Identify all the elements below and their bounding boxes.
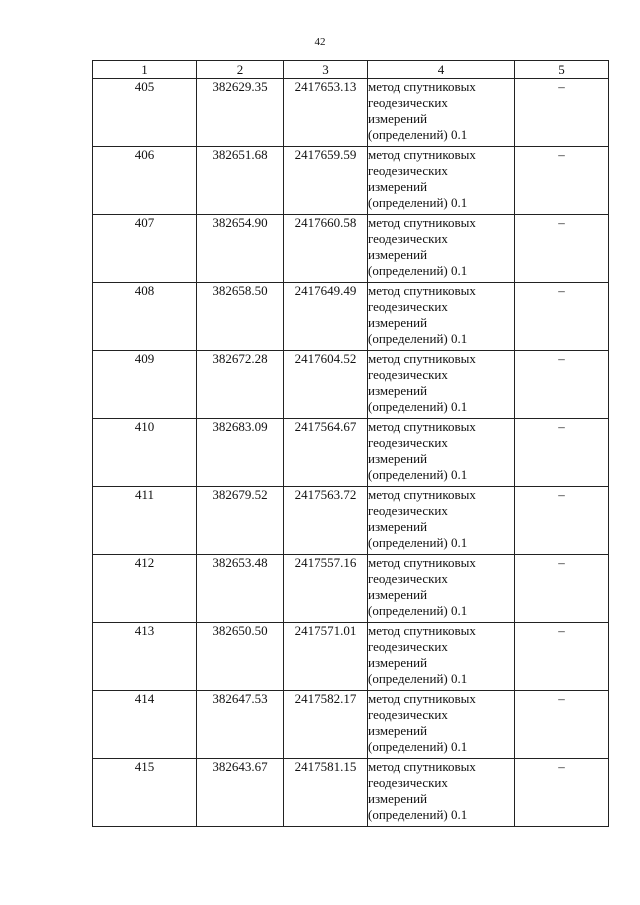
method-text-line: измерений bbox=[368, 519, 428, 534]
point-number-cell: 411 bbox=[93, 487, 197, 555]
method-cell bbox=[368, 623, 515, 691]
page-number: 42 bbox=[314, 36, 326, 48]
point-number-cell: 406 bbox=[93, 147, 197, 215]
method-cell bbox=[368, 283, 515, 351]
method-text-line: геодезических bbox=[368, 571, 448, 586]
method-text-line: метод спутниковых bbox=[368, 759, 476, 774]
method-text-line: геодезических bbox=[368, 95, 448, 110]
x-coordinate-cell: 382629.35 bbox=[197, 79, 284, 147]
note-cell bbox=[515, 215, 609, 283]
note-value: – bbox=[558, 691, 565, 706]
y-coordinate-cell: 2417660.58 bbox=[284, 215, 368, 283]
method-text-line: метод спутниковых bbox=[368, 487, 476, 502]
method-text-line: измерений bbox=[368, 655, 428, 670]
y-coordinate-cell: 2417604.52 bbox=[284, 351, 368, 419]
method-text-line: метод спутниковых bbox=[368, 623, 476, 638]
x-coordinate-cell: 382653.48 bbox=[197, 555, 284, 623]
note-cell bbox=[515, 351, 609, 419]
point-number-cell: 413 bbox=[93, 623, 197, 691]
point-number-cell: 412 bbox=[93, 555, 197, 623]
x-coordinate-cell: 382658.50 bbox=[197, 283, 284, 351]
table-row bbox=[93, 79, 609, 147]
method-text-line: измерений bbox=[368, 587, 428, 602]
note-value: – bbox=[558, 759, 565, 774]
point-number-cell: 414 bbox=[93, 691, 197, 759]
note-cell bbox=[515, 555, 609, 623]
method-text-line: (определений) 0.1 bbox=[368, 263, 468, 278]
column-header: 3 bbox=[284, 61, 368, 79]
method-text-line: (определений) 0.1 bbox=[368, 535, 468, 550]
table-row bbox=[93, 419, 609, 487]
note-value: – bbox=[558, 283, 565, 298]
note-cell bbox=[515, 79, 609, 147]
note-cell bbox=[515, 283, 609, 351]
method-text-line: измерений bbox=[368, 723, 428, 738]
note-value: – bbox=[558, 79, 565, 94]
table-header-row bbox=[93, 61, 609, 79]
y-coordinate-cell: 2417581.15 bbox=[284, 759, 368, 827]
method-text-line: измерений bbox=[368, 383, 428, 398]
x-coordinate-cell: 382651.68 bbox=[197, 147, 284, 215]
method-text-line: измерений bbox=[368, 247, 428, 262]
method-text-line: (определений) 0.1 bbox=[368, 331, 468, 346]
table-row bbox=[93, 215, 609, 283]
method-text-line: метод спутниковых bbox=[368, 215, 476, 230]
note-value: – bbox=[558, 623, 565, 638]
table-row bbox=[93, 623, 609, 691]
method-text-line: геодезических bbox=[368, 435, 448, 450]
y-coordinate-cell: 2417659.59 bbox=[284, 147, 368, 215]
point-number-cell: 408 bbox=[93, 283, 197, 351]
x-coordinate-cell: 382650.50 bbox=[197, 623, 284, 691]
point-number-cell: 407 bbox=[93, 215, 197, 283]
method-text-line: (определений) 0.1 bbox=[368, 807, 468, 822]
table-row bbox=[93, 283, 609, 351]
x-coordinate-cell: 382683.09 bbox=[197, 419, 284, 487]
method-text-line: метод спутниковых bbox=[368, 555, 476, 570]
note-value: – bbox=[558, 147, 565, 162]
point-number-cell: 405 bbox=[93, 79, 197, 147]
method-text-line: (определений) 0.1 bbox=[368, 603, 468, 618]
y-coordinate-cell: 2417653.13 bbox=[284, 79, 368, 147]
point-number-cell: 409 bbox=[93, 351, 197, 419]
method-text-line: (определений) 0.1 bbox=[368, 195, 468, 210]
y-coordinate-cell: 2417563.72 bbox=[284, 487, 368, 555]
method-text-line: метод спутниковых bbox=[368, 691, 476, 706]
method-cell bbox=[368, 147, 515, 215]
method-text-line: измерений bbox=[368, 451, 428, 466]
y-coordinate-cell: 2417571.01 bbox=[284, 623, 368, 691]
note-value: – bbox=[558, 351, 565, 366]
method-text-line: (определений) 0.1 bbox=[368, 399, 468, 414]
method-text-line: геодезических bbox=[368, 231, 448, 246]
note-cell bbox=[515, 691, 609, 759]
method-text-line: метод спутниковых bbox=[368, 147, 476, 162]
y-coordinate-cell: 2417564.67 bbox=[284, 419, 368, 487]
method-cell bbox=[368, 691, 515, 759]
x-coordinate-cell: 382672.28 bbox=[197, 351, 284, 419]
y-coordinate-cell: 2417557.16 bbox=[284, 555, 368, 623]
x-coordinate-cell: 382647.53 bbox=[197, 691, 284, 759]
coordinates-table bbox=[92, 60, 609, 827]
method-cell bbox=[368, 79, 515, 147]
table-row bbox=[93, 487, 609, 555]
method-text-line: измерений bbox=[368, 791, 428, 806]
method-text-line: метод спутниковых bbox=[368, 283, 476, 298]
method-text-line: геодезических bbox=[368, 707, 448, 722]
table-row bbox=[93, 555, 609, 623]
table-row bbox=[93, 351, 609, 419]
method-text-line: метод спутниковых bbox=[368, 351, 476, 366]
column-header: 4 bbox=[368, 61, 515, 79]
method-cell bbox=[368, 419, 515, 487]
table-row bbox=[93, 691, 609, 759]
method-text-line: измерений bbox=[368, 111, 428, 126]
method-text-line: геодезических bbox=[368, 639, 448, 654]
point-number-cell: 415 bbox=[93, 759, 197, 827]
method-cell bbox=[368, 487, 515, 555]
method-text-line: геодезических bbox=[368, 163, 448, 178]
note-value: – bbox=[558, 419, 565, 434]
method-cell bbox=[368, 215, 515, 283]
table-row bbox=[93, 759, 609, 827]
method-text-line: геодезических bbox=[368, 503, 448, 518]
note-cell bbox=[515, 759, 609, 827]
y-coordinate-cell: 2417649.49 bbox=[284, 283, 368, 351]
x-coordinate-cell: 382643.67 bbox=[197, 759, 284, 827]
y-coordinate-cell: 2417582.17 bbox=[284, 691, 368, 759]
method-text-line: измерений bbox=[368, 315, 428, 330]
table-row bbox=[93, 147, 609, 215]
column-header: 2 bbox=[197, 61, 284, 79]
method-cell bbox=[368, 555, 515, 623]
column-header: 5 bbox=[515, 61, 609, 79]
method-text-line: метод спутниковых bbox=[368, 79, 476, 94]
method-text-line: измерений bbox=[368, 179, 428, 194]
method-text-line: геодезических bbox=[368, 299, 448, 314]
method-cell bbox=[368, 759, 515, 827]
note-cell bbox=[515, 419, 609, 487]
method-text-line: (определений) 0.1 bbox=[368, 671, 468, 686]
point-number-cell: 410 bbox=[93, 419, 197, 487]
method-text-line: (определений) 0.1 bbox=[368, 739, 468, 754]
method-text-line: метод спутниковых bbox=[368, 419, 476, 434]
note-cell bbox=[515, 623, 609, 691]
x-coordinate-cell: 382679.52 bbox=[197, 487, 284, 555]
note-cell bbox=[515, 147, 609, 215]
table-body bbox=[93, 79, 609, 827]
method-text-line: геодезических bbox=[368, 367, 448, 382]
column-header: 1 bbox=[93, 61, 197, 79]
note-cell bbox=[515, 487, 609, 555]
method-cell bbox=[368, 351, 515, 419]
x-coordinate-cell: 382654.90 bbox=[197, 215, 284, 283]
note-value: – bbox=[558, 215, 565, 230]
note-value: – bbox=[558, 555, 565, 570]
note-value: – bbox=[558, 487, 565, 502]
method-text-line: (определений) 0.1 bbox=[368, 127, 468, 142]
method-text-line: (определений) 0.1 bbox=[368, 467, 468, 482]
method-text-line: геодезических bbox=[368, 775, 448, 790]
